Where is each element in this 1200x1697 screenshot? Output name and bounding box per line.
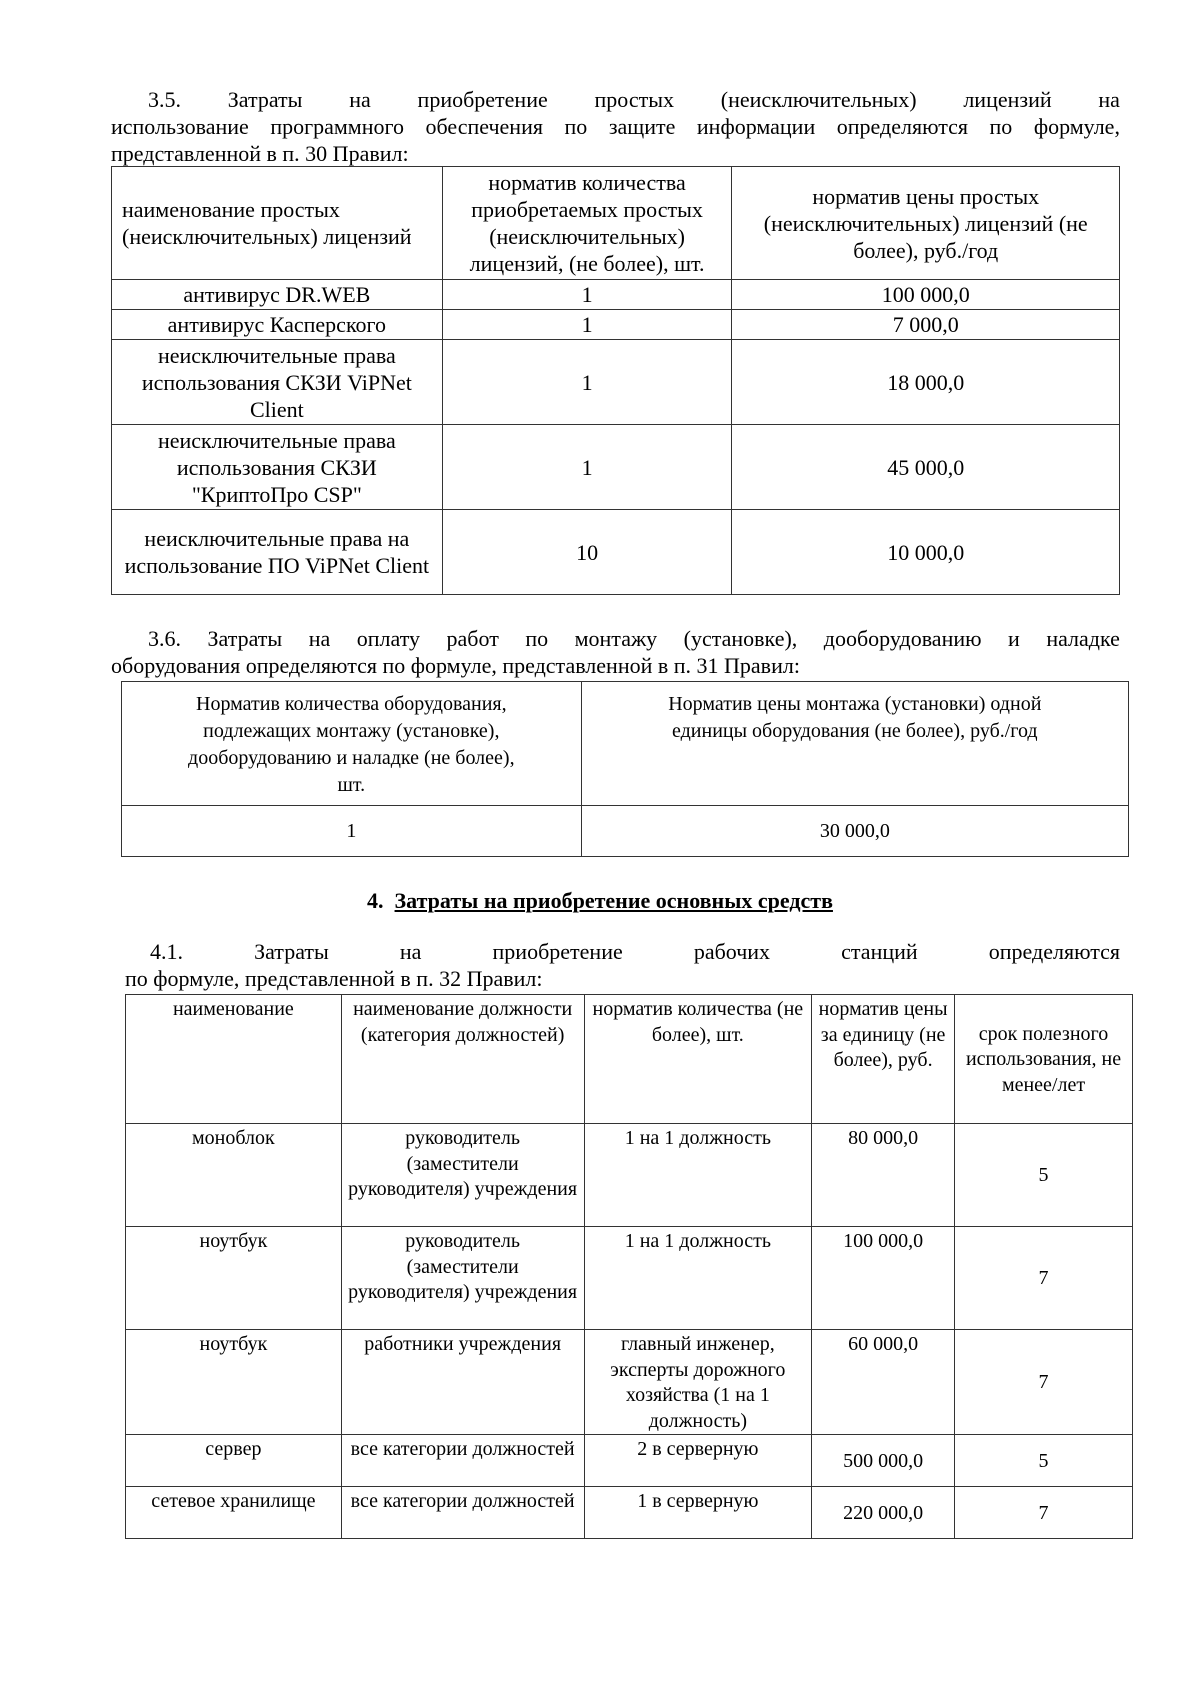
license-name-cell: неисключительные права использования СКЗИ "КриптоПро CSP" (112, 425, 443, 510)
section-title: Затраты на приобретение основных средств (394, 888, 833, 913)
asset-term-cell: 5 (955, 1124, 1133, 1227)
header-cell: наименование простых (неисключительных) лицензий (112, 167, 443, 280)
table-row (112, 510, 1120, 595)
asset-term-cell: 7 (955, 1227, 1133, 1330)
header-cell: норматив количества приобретаемых простых (неисключительных) лицензий, (не более), шт. (442, 167, 732, 280)
table-row (112, 280, 1120, 310)
table-header-row (112, 167, 1120, 280)
table-row (112, 425, 1120, 510)
table-row (126, 1227, 1133, 1330)
licenses-table (111, 166, 1120, 595)
license-name-cell: антивирус DR.WEB (112, 280, 443, 310)
table-row (112, 340, 1120, 425)
license-qty-cell: 1 (442, 310, 732, 340)
paragraph-line: 3.5. Затраты на приобретение простых (неисключительных) лицензий на (148, 87, 1120, 112)
section-number: 3.6. (148, 626, 181, 651)
asset-name-cell: сервер (126, 1435, 342, 1487)
header-cell: Норматив цены монтажа (установки) одной единицы оборудования (не более), руб./год (581, 682, 1128, 806)
section-heading (0, 887, 1200, 914)
fixed-assets-table (125, 994, 1133, 1539)
license-name-cell: неисключительные права на использование ПО ViPNet Client (112, 510, 443, 595)
license-price-cell: 100 000,0 (732, 280, 1120, 310)
paragraph-line: 3.6. Затраты на оплату работ по монтажу (установке), дооборудованию и наладке (148, 626, 1120, 651)
table-row (126, 1330, 1133, 1435)
paragraph-line: 4.1. Затраты на приобретение рабочих станций определяются (150, 939, 1120, 964)
header-cell: норматив цены за единицу (не более), руб. (812, 995, 955, 1124)
table-header-row (126, 995, 1133, 1124)
asset-position-cell: все категории должностей (341, 1435, 584, 1487)
asset-qty-cell: 2 в серверную (584, 1435, 812, 1487)
table-header-row (122, 682, 1129, 806)
asset-qty-cell: 1 на 1 должность (584, 1124, 812, 1227)
table-row (122, 806, 1129, 857)
license-price-cell: 45 000,0 (732, 425, 1120, 510)
paragraph-3-5 (111, 86, 1120, 167)
asset-term-cell: 7 (955, 1330, 1133, 1435)
asset-qty-cell: 1 в серверную (584, 1487, 812, 1539)
section-number: 4.1. (150, 939, 183, 964)
table-row (126, 1435, 1133, 1487)
asset-position-cell: все категории должностей (341, 1487, 584, 1539)
asset-price-cell: 80 000,0 (812, 1124, 955, 1227)
paragraph-4-1 (125, 938, 1120, 992)
license-price-cell: 18 000,0 (732, 340, 1120, 425)
installation-price-cell: 30 000,0 (581, 806, 1128, 857)
asset-qty-cell: главный инженер, эксперты дорожного хозяйства (1 на 1 должность) (584, 1330, 812, 1435)
asset-name-cell: сетевое хранилище (126, 1487, 342, 1539)
paragraph-line: представленной в п. 30 Правил: (111, 141, 409, 166)
header-cell: норматив количества (не более), шт. (584, 995, 812, 1124)
asset-name-cell: ноутбук (126, 1227, 342, 1330)
asset-name-cell: ноутбук (126, 1330, 342, 1435)
paragraph-line: использование программного обеспечения по защите информации определяются по формуле, (111, 114, 1120, 139)
asset-price-cell: 500 000,0 (812, 1435, 955, 1487)
asset-price-cell: 60 000,0 (812, 1330, 955, 1435)
license-name-cell: антивирус Касперского (112, 310, 443, 340)
header-cell: наименование (126, 995, 342, 1124)
equipment-qty-cell: 1 (122, 806, 582, 857)
paragraph-line: по формуле, представленной в п. 32 Правил: (125, 966, 543, 991)
header-cell: наименование должности (категория должностей) (341, 995, 584, 1124)
asset-position-cell: работники учреждения (341, 1330, 584, 1435)
asset-price-cell: 100 000,0 (812, 1227, 955, 1330)
asset-position-cell: руководитель (заместители руководителя) учреждения (341, 1124, 584, 1227)
license-name-cell: неисключительные права использования СКЗИ ViPNet Client (112, 340, 443, 425)
section-number: 3.5. (148, 87, 181, 112)
license-qty-cell: 1 (442, 425, 732, 510)
table-row (126, 1487, 1133, 1539)
section-number: 4. (367, 888, 384, 913)
table-row (126, 1124, 1133, 1227)
paragraph-line: оборудования определяются по формуле, представленной в п. 31 Правил: (111, 653, 800, 678)
license-price-cell: 7 000,0 (732, 310, 1120, 340)
license-price-cell: 10 000,0 (732, 510, 1120, 595)
header-cell: срок полезного использования, не менее/лет (955, 995, 1133, 1124)
header-cell: норматив цены простых (неисключительных) лицензий (не более), руб./год (732, 167, 1120, 280)
license-qty-cell: 1 (442, 340, 732, 425)
paragraph-3-6 (111, 625, 1120, 679)
installation-table (121, 681, 1129, 857)
asset-price-cell: 220 000,0 (812, 1487, 955, 1539)
header-cell: Норматив количества оборудования, подлежащих монтажу (установке), дооборудованию и наладке (не более), шт. (122, 682, 582, 806)
license-qty-cell: 10 (442, 510, 732, 595)
asset-qty-cell: 1 на 1 должность (584, 1227, 812, 1330)
license-qty-cell: 1 (442, 280, 732, 310)
asset-name-cell: моноблок (126, 1124, 342, 1227)
asset-term-cell: 7 (955, 1487, 1133, 1539)
asset-position-cell: руководитель (заместители руководителя) учреждения (341, 1227, 584, 1330)
asset-term-cell: 5 (955, 1435, 1133, 1487)
table-row (112, 310, 1120, 340)
